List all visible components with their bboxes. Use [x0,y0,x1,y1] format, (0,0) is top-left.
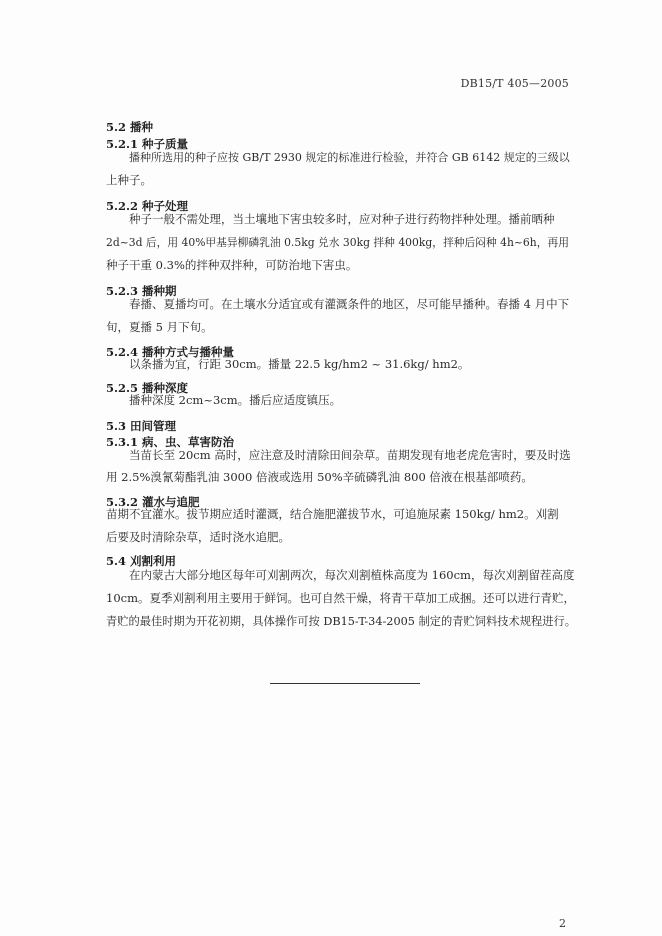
section-5-2-3-line1: 春播、夏播均可。在土壤水分适宜或有灌溉条件的地区，尽可能早播种。春播 4 月中下 [129,297,570,311]
section-5-2-1-line1: 播种所选用的种子应按 GB/T 2930 规定的标准进行检验，并符合 GB 6142 规定的三级以 [129,151,570,164]
section-5-2-4-body: 以条播为宜，行距 30cm。播量 22.5 kg/hm2 ~ 31.6kg/ hm2。 [129,357,470,371]
page-number: 2 [559,917,566,930]
document-id: DB15/T 405—2005 [460,77,569,90]
section-5-3-1-line2: 用 2.5%溴氰菊酯乳油 3000 倍液或选用 50%辛硫磷乳油 800 倍液在根基部喷药。 [106,470,533,484]
section-5-3-2-line1: 苗期不宜灌水。拔节期应适时灌溉，结合施肥灌拔节水，可追施尿素 150kg/ hm2。刈割 [106,507,559,521]
section-5-2-heading: 5.2 播种 [106,120,154,134]
section-5-2-3-line2: 旬，夏播 5 月下旬。 [106,320,213,334]
section-5-2-2-line3: 种子干重 0.3%的拌种双拌种，可防治地下害虫。 [106,258,358,272]
end-rule [270,683,420,684]
section-5-4-heading: 5.4 刈割利用 [106,554,177,568]
section-5-2-1-heading: 5.2.1 种子质量 [106,137,189,151]
section-5-3-2-line2: 后要及时清除杂草，适时浇水追肥。 [106,530,290,544]
section-5-3-heading: 5.3 田间管理 [106,419,177,433]
section-5-2-4-heading: 5.2.4 播种方式与播种量 [106,345,235,359]
section-5-2-3-heading: 5.2.3 播种期 [106,284,177,298]
section-5-4-line3: 青贮的最佳时期为开花初期，具体操作可按 DB15-T-34-2005 制定的青贮饲料技术规程进行。 [106,615,577,628]
section-5-2-1-line2: 上种子。 [106,173,152,187]
section-5-3-2-heading: 5.3.2 灌水与追肥 [106,495,200,509]
section-5-2-5-body: 播种深度 2cm~3cm。播后应适度镇压。 [129,393,342,407]
section-5-3-1-line1: 当苗长至 20cm 高时，应注意及时清除田间杂草。苗期发现有地老虎危害时，要及时选 [129,448,571,462]
section-5-4-line2: 10cm。夏季刈割利用主要用于鲜饲。也可自然干燥，将青干草加工成捆。还可以进行青贮， [106,591,575,605]
section-5-2-2-heading: 5.2.2 种子处理 [106,199,189,213]
section-5-4-line1: 在内蒙古大部分地区每年可刈割两次，每次刈割植株高度为 160cm，每次刈割留茬高度 [129,568,575,582]
section-5-2-2-line1: 种子一般不需处理，当土壤地下害虫较多时，应对种子进行药物拌种处理。播前晒种 [129,212,555,226]
section-5-2-2-line2: 2d~3d 后，用 40%甲基异柳磷乳油 0.5kg 兑水 30kg 拌种 400kg，拌种后闷种 4h~6h，再用 [106,236,569,249]
section-5-2-5-heading: 5.2.5 播种深度 [106,381,189,395]
section-5-3-1-heading: 5.3.1 病、虫、草害防治 [106,435,235,449]
